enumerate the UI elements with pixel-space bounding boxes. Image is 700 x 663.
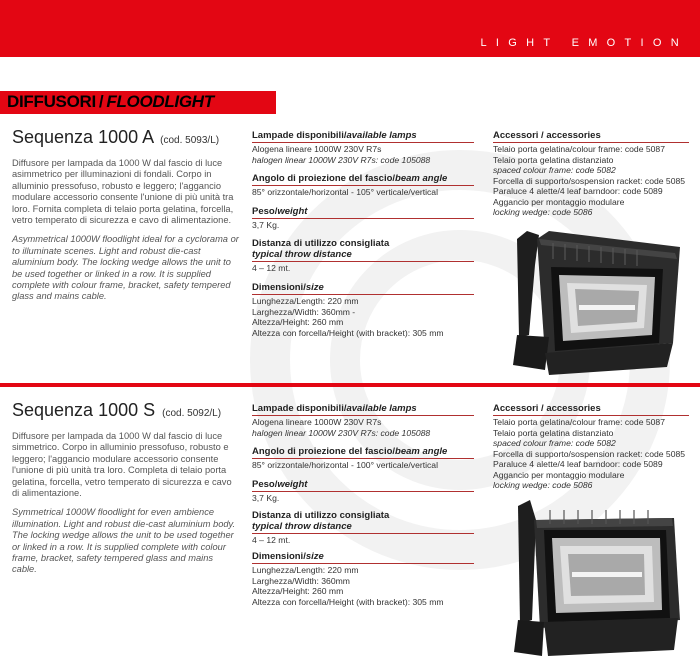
divider bbox=[252, 294, 474, 295]
divider bbox=[252, 415, 474, 416]
lamps-label: Lampade disponibili/available lamps bbox=[252, 403, 417, 414]
accessories-list: Telaio porta gelatina/colour frame: code 5087 Telaio porta gelatina distanziato spaced colour frame: code 5082 Forcella di supporto/sospension racket: code 5085 Paraluce 4 alette/4 leaf barndoor: code 5089 Aggancio per montaggio modulare locking wedge: code 5086 bbox=[493, 417, 686, 490]
product-code: (cod. 5092/L) bbox=[162, 408, 222, 419]
product-description bbox=[12, 158, 240, 303]
accessories-list: Telaio porta gelatina/colour frame: code 5087 Telaio porta gelatina distanziato spaced colour frame: code 5082 Forcella di supporto/sospension racket: code 5085 Paraluce 4 alette/4 leaf barndoor: code 5089 Aggancio per montaggio modulare locking wedge: code 5086 bbox=[493, 144, 686, 217]
distance-label: Distanza di utilizzo consigliata typical throw distance bbox=[252, 238, 390, 260]
divider bbox=[252, 491, 474, 492]
beam-label: Angolo di proiezione del fascio/beam angle bbox=[252, 173, 448, 184]
divider bbox=[493, 415, 689, 416]
weight-value: 3,7 Kg. bbox=[252, 220, 280, 230]
dimensions-label: Dimensioni/size bbox=[252, 551, 324, 562]
distance-value: 4 – 12 mt. bbox=[252, 535, 291, 545]
divider bbox=[252, 261, 474, 262]
section-divider bbox=[0, 383, 700, 387]
dimensions-value: Lunghezza/Length: 220 mm Larghezza/Width: 360mm Altezza/Height: 260 mm Altezza con forcella/Height (with bracket): 305 mm bbox=[252, 565, 444, 607]
distance-label: Distanza di utilizzo consigliata typical throw distance bbox=[252, 510, 390, 532]
beam-label: Angolo di proiezione del fascio/beam angle bbox=[252, 446, 448, 457]
distance-value: 4 – 12 mt. bbox=[252, 263, 291, 273]
divider bbox=[252, 458, 474, 459]
divider bbox=[252, 218, 474, 219]
category-it: DIFFUSORI bbox=[7, 92, 96, 111]
divider bbox=[252, 533, 474, 534]
top-banner bbox=[0, 0, 700, 57]
beam-value: 85° orizzontale/horizontal - 100° verticale/vertical bbox=[252, 460, 438, 470]
accessories-label: Accessori / accessories bbox=[493, 403, 601, 414]
lamps-value: Alogena lineare 1000W 230V R7s halogen linear 1000W 230V R7s: code 105088 bbox=[252, 144, 431, 165]
accessories-label: Accessori / accessories bbox=[493, 130, 601, 141]
weight-label: Peso/weight bbox=[252, 206, 308, 217]
beam-value: 85° orizzontale/horizontal - 105° verticale/vertical bbox=[252, 187, 438, 197]
category-heading: DIFFUSORI / FLOODLIGHT bbox=[7, 92, 214, 111]
floodlight-image bbox=[510, 500, 690, 660]
product-title: Sequenza 1000 A (cod. 5093/L) bbox=[12, 127, 220, 147]
description-it: Diffusore per lampada da 1000 W dal fascio di luce asimmetrico per illuminazioni di fondali. Corpo in alluminio pressofuso, robusto e leggero; l'aggancio modulare accessorio consente l'unione di più unità tra loro. Fornita completa di telaio porta gelatina, forcella, vetro temperato di sicurezza e cavo di alimentazione. bbox=[12, 158, 234, 226]
divider bbox=[493, 142, 689, 143]
divider bbox=[252, 563, 474, 564]
description-it: Diffusore per lampada da 1000 W dal fascio di luce simmetrico. Corpo in alluminio pressofuso, robusto e leggero; l'aggancio modulare accessorio consente l'unione di più unità tra loro. Completa di telaio porta gelatina, forcella, vetro temperato di sicurezza e cavo di alimentazione. bbox=[12, 431, 232, 499]
description-en: Symmetrical 1000W floodlight for even ambience illumination. Light and robust die-cast aluminium body. The locking wedge allows the unit to be used together or linked in a row. It is supplied complete with colour frame, bracket, safety tempered glass and mains cable. bbox=[12, 507, 236, 575]
description-en: Asymmetrical 1000W floodlight ideal for a cyclorama or to illuminate scenes. Light and robust die-cast aluminium body. The locking wedge allows the unit to be used together or linked in a row. It is supplied complete with colour frame, bracket, safety tempered glass and mains cable. bbox=[12, 234, 239, 302]
lamps-value: Alogena lineare 1000W 230V R7s halogen linear 1000W 230V R7s: code 105088 bbox=[252, 417, 431, 438]
weight-label: Peso/weight bbox=[252, 479, 308, 490]
product-title: Sequenza 1000 S (cod. 5092/L) bbox=[12, 400, 222, 420]
category-en: FLOODLIGHT bbox=[106, 92, 214, 111]
divider bbox=[252, 142, 474, 143]
brand-tagline: LIGHT EMOTION bbox=[480, 37, 688, 49]
dimensions-label: Dimensioni/size bbox=[252, 282, 324, 293]
floodlight-image bbox=[505, 225, 685, 380]
weight-value: 3,7 Kg. bbox=[252, 493, 280, 503]
lamps-label: Lampade disponibili/available lamps bbox=[252, 130, 417, 141]
product-code: (cod. 5093/L) bbox=[160, 135, 220, 146]
divider bbox=[252, 185, 474, 186]
dimensions-value: Lunghezza/Length: 220 mm Larghezza/Width: 360mm - Altezza/Height: 260 mm Altezza con forcella/Height (with bracket): 305 mm bbox=[252, 296, 444, 338]
product-description bbox=[12, 431, 240, 576]
